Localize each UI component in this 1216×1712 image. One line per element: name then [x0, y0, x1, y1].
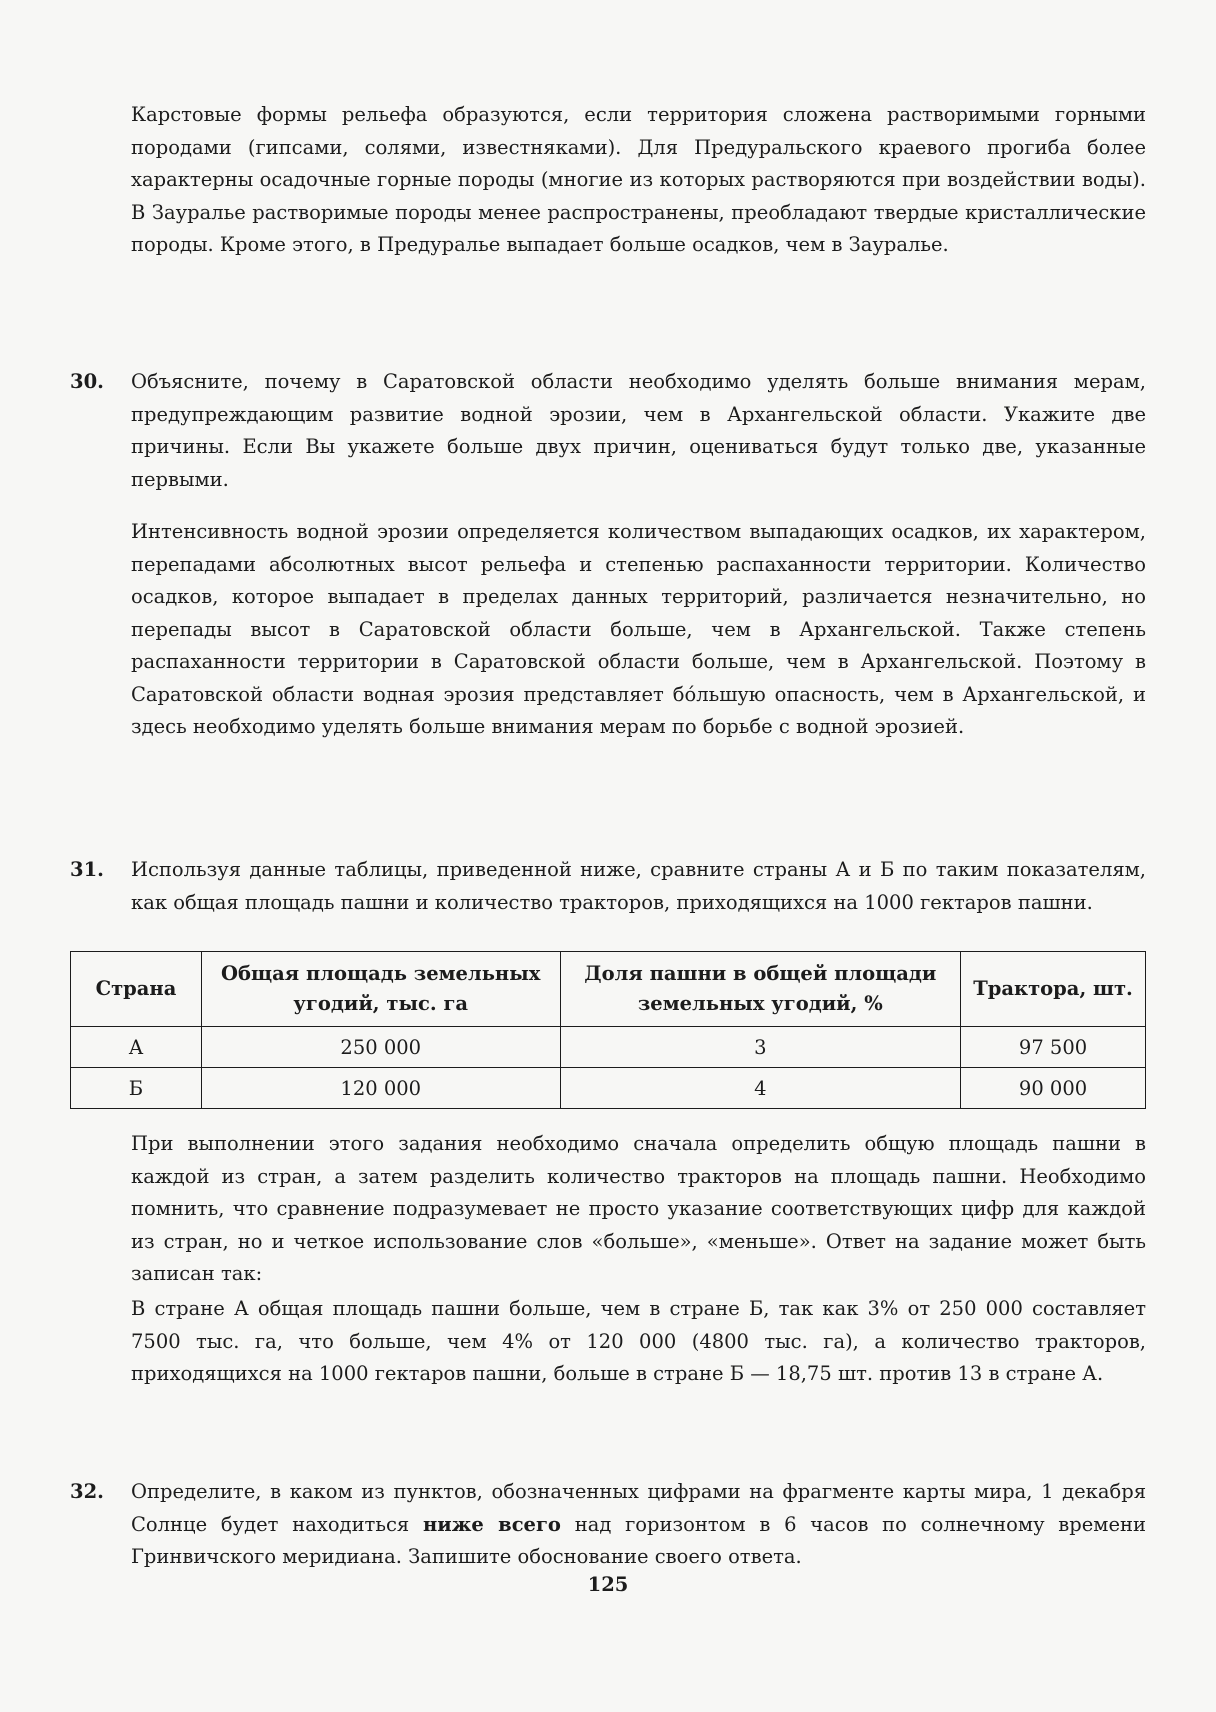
question-32-part1: Определите, в каком из пунктов, обозначенных цифрами на фрагменте карты мира, 1 декабря Солнце будет находиться: [131, 1480, 1146, 1536]
table-cell: Б: [71, 1068, 202, 1109]
table-cell: 90 000: [961, 1068, 1146, 1109]
question-31-text: Используя данные таблицы, приведенной ниже, сравните страны А и Б по таким показателям, как общая площадь пашни и количество тракторов, приходящихся на 1000 гектаров пашни.: [131, 858, 1146, 914]
page-number: 125: [587, 1573, 629, 1596]
table-row: [71, 1027, 1146, 1068]
question-30-number: 30.: [70, 370, 104, 393]
question-32-part2: над горизонтом в 6 часов по солнечному времени Гринвичского меридиана. Запишите обоснование своего ответа.: [131, 1512, 1147, 1568]
table-header-cell: Страна: [71, 952, 202, 1027]
table-cell: 4: [560, 1068, 961, 1109]
countries-table: [70, 951, 1146, 1109]
question-30-text: Объясните, почему в Саратовской области необходимо уделять больше внимания мерам, предупреждающим развитие водной эрозии, чем в Архангельской области. Укажите две причины. Если Вы укажете больше двух причин, оцениваться будут только две, указанные первыми.: [131, 370, 1146, 491]
table-cell: 3: [560, 1027, 961, 1068]
table-row: [71, 1068, 1146, 1109]
table-cell: 250 000: [201, 1027, 560, 1068]
table-cell: А: [71, 1027, 202, 1068]
question-32-number: 32.: [70, 1480, 104, 1503]
table-header-cell: Трактора, шт.: [961, 952, 1146, 1027]
table-header-row: [71, 952, 1146, 1027]
table-header-cell: Общая площадь земельных угодий, тыс. га: [201, 952, 560, 1027]
question-32-emphasis: ниже всего: [422, 1512, 561, 1536]
table-header-cell: Доля пашни в общей площади земельных угодий, %: [560, 952, 961, 1027]
answer-31-explanation: При выполнении этого задания необходимо сначала определить общую площадь пашни в каждой из стран, а затем разделить количество тракторов на площадь пашни. Необходимо помнить, что сравнение подразумевает не просто указание соответствующих цифр для каждой из стран, но и четкое использование слов «больше», «меньше». Ответ на задание может быть записан так:: [131, 1132, 1146, 1285]
question-31-number: 31.: [70, 858, 104, 881]
answer-31-sample: В стране А общая площадь пашни больше, чем в стране Б, так как 3% от 250 000 составляет 7500 тыс. га, что больше, чем 4% от 120 000 (4800 тыс. га), а количество тракторов, приходящихся на 1000 гектаров пашни, больше в стране Б — 18,75 шт. против 13 в стране А.: [131, 1297, 1146, 1385]
table-cell: 120 000: [201, 1068, 560, 1109]
question-32-text: [131, 1476, 1146, 1574]
answer-30-text: Интенсивность водной эрозии определяется количеством выпадающих осадков, их характером, перепадами абсолютных высот рельефа и степенью распаханности территории. Количество осадков, которое выпадает в пределах данных территорий, различается незначительно, но перепады высот в Саратовской области больше, чем в Архангельской. Также степень распаханности территории в Саратовской области больше, чем в Архангельской. Поэтому в Саратовской области водная эрозия представляет бо́льшую опасность, чем в Архангельской, и здесь необходимо уделять больше внимания мерам по борьбе с водной эрозией.: [131, 520, 1146, 738]
table-cell: 97 500: [961, 1027, 1146, 1068]
intro-paragraph: Карстовые формы рельефа образуются, если территория сложена растворимыми горными породами (гипсами, солями, известняками). Для Предуральского краевого прогиба более характерны осадочные горные породы (многие из которых растворяются при воздействии воды). В Зауралье растворимые породы менее распространены, преобладают твердые кристаллические породы. Кроме этого, в Предуралье выпадает больше осадков, чем в Зауралье.: [131, 103, 1146, 256]
